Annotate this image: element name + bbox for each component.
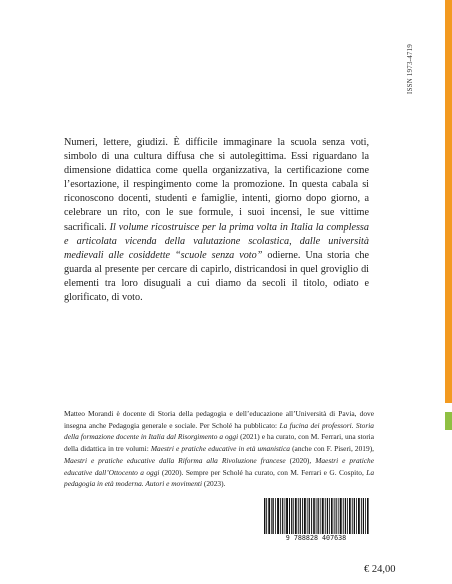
author-bio xyxy=(64,408,374,490)
bio-segment-4: (2020), xyxy=(285,455,316,465)
bio-title-2: Maestri e pratiche educative in età umanistica xyxy=(150,444,290,454)
blurb-italic-text: Il volume ricostruisce per la prima volta in Italia la complessa e articolata vicenda della valutazione scolastica, dalle università medievali alle cosiddette “scuole senza voto” xyxy=(64,221,369,261)
bio-title-3: Maestri e pratiche educative dalla Riforma alla Rivoluzione francese xyxy=(64,455,286,465)
green-stripe xyxy=(445,412,452,430)
bio-segment-3: (anche con F. Piseri, 2019), xyxy=(289,444,375,454)
bio-segment-6: (2023). xyxy=(202,479,226,489)
bio-segment-1: Matteo Morandi è docente di Storia della pedagogia e dell’educazione all’Università di Pavia, dove insegna anche Pedagogia generale e sociale. Per Scholé ha pubblicato: xyxy=(64,409,374,430)
blurb-intro-text: Numeri, lettere, giudizi. È difficile immaginare la scuola senza voti, simbolo di una cultura diffusa che si autolegittima. Essi riguardano la dimensione didattica come quella organizzativa, la certificazione come l’esortazione, il respingimento come la promozione. In questa cabala si riconoscono docenti, studenti e famiglie, intenti, giorno dopo giorno, a celebrare un rito, con le sue formule, i suoi incensi, le sue vittime sacrificali. xyxy=(64,137,369,233)
bio-segment-2: (2021) e ha curato, con M. Ferrari, una storia della didattica in tre volumi: xyxy=(64,432,374,454)
issn-label: ISSN 1973-4719 xyxy=(406,44,414,95)
blurb-closing-text: odierne. Una storia che guarda al presente per cercare di capirlo, districandosi in quel groviglio di elementi tra loro disuguali a cui diamo da secoli il titolo, odiato e glorificato, di voto. xyxy=(64,249,369,304)
top-orange-stripe xyxy=(445,0,452,68)
middle-orange-stripe xyxy=(445,68,452,403)
barcode-icon xyxy=(262,498,370,534)
barcode-block xyxy=(262,498,370,544)
bio-title-1: La fucina dei professori. Storia della formazione docente in Italia dal Risorgimento a oggi xyxy=(64,420,374,442)
bio-title-5: La pedagogia in età moderna. Autori e movimenti xyxy=(64,467,375,489)
back-cover-blurb xyxy=(64,136,369,305)
price-label: € 24,00 xyxy=(364,564,396,575)
isbn-number: 9 788828 407638 xyxy=(285,534,347,542)
bio-title-4: Maestri e pratiche educative dall’Ottocento a oggi xyxy=(64,455,374,477)
bio-segment-5: (2020). Sempre per Scholé ha curato, con M. Ferrari e G. Cospito, xyxy=(159,467,367,477)
